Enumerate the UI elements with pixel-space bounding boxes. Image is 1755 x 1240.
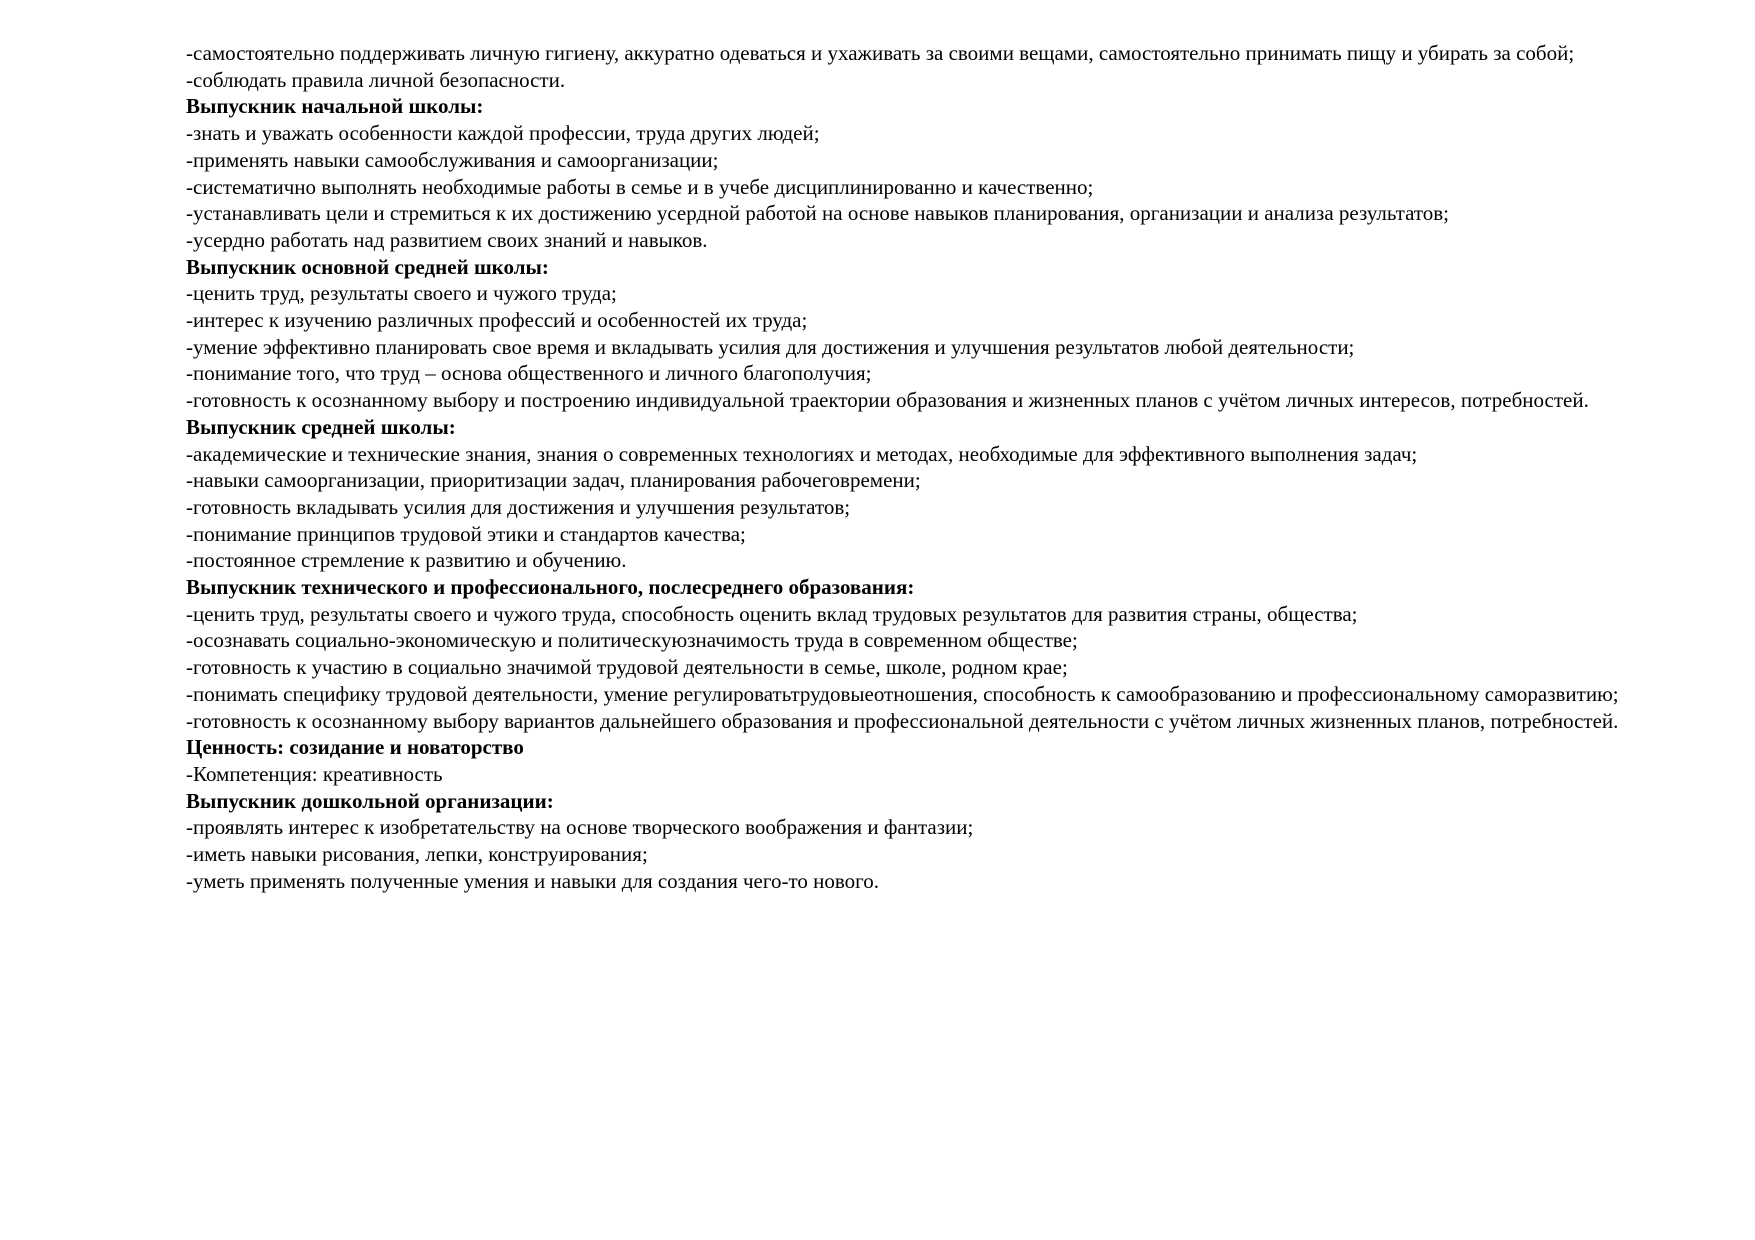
paragraph: -осознавать социально-экономическую и политическуюзначимость труда в современном обществе; (186, 628, 1078, 653)
section-heading: Выпускник начальной школы: (186, 94, 484, 119)
paragraph: -понимание того, что труд – основа общественного и личного благополучия; (186, 361, 872, 386)
paragraph: -самостоятельно поддерживать личную гигиену, аккуратно одеваться и ухаживать за своими вещами, самостоятельно принимать пищу и убирать за собой; (186, 41, 1575, 65)
paragraph: -систематично выполнять необходимые работы в семье и в учебе дисциплинированно и качественно; (186, 174, 1094, 199)
section-heading: Выпускник средней школы: (186, 414, 456, 439)
paragraph: -умение эффективно планировать свое время и вкладывать усилия для достижения и улучшения результатов любой деятельности; (186, 334, 1355, 359)
paragraph: -понимание принципов трудовой этики и стандартов качества; (186, 521, 746, 546)
paragraph: -постоянное стремление к развитию и обучению. (186, 548, 627, 573)
paragraph: -устанавливать цели и стремиться к их достижению усердной работой на основе навыков планирования, организации и анализа результатов; (186, 201, 1450, 226)
paragraph: -уметь применять полученные умения и навыки для создания чего-то нового. (186, 868, 879, 893)
paragraph: -навыки самоорганизации, приоритизации задач, планирования рабочеговремени; (186, 468, 921, 493)
paragraph: -готовность вкладывать усилия для достижения и улучшения результатов; (186, 494, 851, 519)
section-heading: Выпускник технического и профессионального, послесреднего образования: (186, 575, 915, 600)
paragraph: -иметь навыки рисования, лепки, конструирования; (186, 842, 648, 867)
paragraph: -академические и технические знания, знания о современных технологиях и методах, необходимые для эффективного выполнения задач; (186, 441, 1418, 466)
paragraph: -знать и уважать особенности каждой профессии, труда других людей; (186, 121, 820, 146)
section-heading: Ценность: созидание и новаторство (186, 735, 524, 760)
paragraph: -ценить труд, результаты своего и чужого труда; (186, 281, 617, 306)
paragraph: -усердно работать над развитием своих знаний и навыков. (186, 227, 708, 252)
paragraph: -готовность к осознанному выбору и построению индивидуальной траектории образования и жизненных планов с учётом личных интересов, потребностей. (186, 388, 1589, 413)
paragraph: -готовность к участию в социально значимой трудовой деятельности в семье, школе, родном крае; (186, 655, 1068, 680)
paragraph: -соблюдать правила личной безопасности. (186, 67, 566, 92)
section-heading: Выпускник основной средней школы: (186, 254, 549, 279)
paragraph: -готовность к осознанному выбору вариантов дальнейшего образования и профессиональной деятельности с учётом личных жизненных планов, потребностей. (186, 708, 1619, 733)
paragraph: -Компетенция: креативность (186, 761, 443, 786)
document-body (89, 0, 1637, 895)
paragraph: -применять навыки самообслуживания и самоорганизации; (186, 147, 719, 172)
paragraph: -ценить труд, результаты своего и чужого труда, способность оценить вклад трудовых результатов для развития страны, общества; (186, 601, 1358, 626)
paragraph: -проявлять интерес к изобретательству на основе творческого воображения и фантазии; (186, 815, 974, 840)
paragraph: -интерес к изучению различных профессий и особенностей их труда; (186, 308, 808, 333)
section-heading: Выпускник дошкольной организации: (186, 788, 554, 813)
paragraph: -понимать специфику трудовой деятельности, умение регулироватьтрудовыеотношения, способность к самообразованию и профессиональному саморазвитию; (186, 681, 1619, 706)
